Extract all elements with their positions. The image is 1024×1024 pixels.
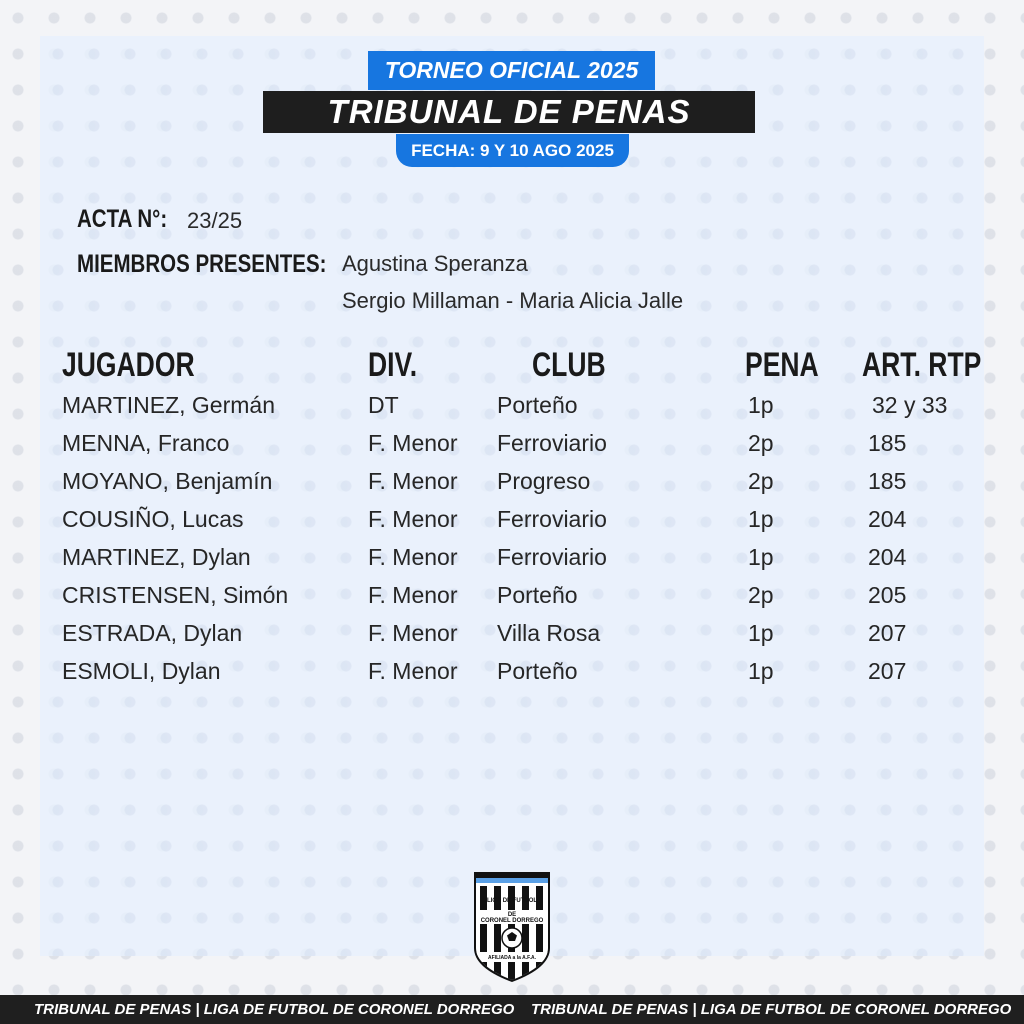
cell-div: F. Menor — [368, 582, 458, 608]
miembros-line-2: Sergio Millaman - Maria Alicia Jalle — [342, 288, 684, 313]
cell-art: 205 — [868, 582, 907, 608]
cell-pena: 1p — [748, 620, 774, 646]
header-div: DIV. — [368, 346, 418, 384]
cell-club: Progreso — [497, 468, 591, 494]
cell-pena: 2p — [748, 582, 774, 608]
header-pena: PENA — [745, 346, 819, 384]
cell-jugador: ESMOLI, Dylan — [62, 658, 221, 684]
cell-div: F. Menor — [368, 506, 458, 532]
logo-text-2: DE — [507, 912, 517, 918]
header-club: CLUB — [532, 346, 606, 384]
table-row — [0, 616, 1024, 654]
cell-jugador: ESTRADA, Dylan — [62, 620, 243, 646]
cell-div: F. Menor — [368, 658, 458, 684]
cell-club: Ferroviario — [497, 506, 607, 532]
cell-jugador: MOYANO, Benjamín — [62, 468, 273, 494]
cell-club: Porteño — [497, 582, 578, 608]
cell-pena: 1p — [748, 658, 774, 684]
table-row — [0, 426, 1024, 464]
cell-jugador: COUSIÑO, Lucas — [62, 506, 244, 532]
table-row — [0, 502, 1024, 540]
footer-text-left: TRIBUNAL DE PENAS | LIGA DE FUTBOL DE CORONEL DORREGO — [34, 1001, 515, 1018]
cell-jugador: MARTINEZ, Germán — [62, 392, 275, 418]
cell-pena: 2p — [748, 430, 774, 456]
cell-art: 204 — [868, 506, 907, 532]
cell-jugador: CRISTENSEN, Simón — [62, 582, 289, 608]
table-row — [0, 578, 1024, 616]
footer-bar — [0, 995, 1024, 1024]
table-row — [0, 540, 1024, 578]
cell-div: F. Menor — [368, 620, 458, 646]
miembros-line-1: Agustina Speranza — [342, 251, 528, 276]
torneo-banner: TORNEO OFICIAL 2025 — [368, 51, 655, 90]
cell-art: 32 y 33 — [872, 392, 948, 418]
logo-text-4: AFILIADA a la A.F.A. — [488, 955, 536, 961]
table-row — [0, 654, 1024, 692]
liga-shield-logo — [472, 870, 552, 982]
cell-div: DT — [368, 392, 399, 418]
header-art-rtp: ART. RTP — [862, 346, 982, 384]
cell-pena: 1p — [748, 392, 774, 418]
cell-club: Villa Rosa — [497, 620, 601, 646]
cell-art: 185 — [868, 468, 907, 494]
cell-pena: 1p — [748, 506, 774, 532]
tribunal-title: TRIBUNAL DE PENAS — [263, 91, 755, 133]
header-jugador: JUGADOR — [62, 346, 195, 384]
cell-art: 185 — [868, 430, 907, 456]
table-row — [0, 388, 1024, 426]
footer-text-right: TRIBUNAL DE PENAS | LIGA DE FUTBOL DE CORONEL DORREGO — [531, 1001, 1012, 1018]
acta-label: ACTA N°: — [77, 205, 168, 233]
cell-club: Ferroviario — [497, 544, 607, 570]
cell-art: 207 — [868, 658, 907, 684]
logo-text-3: CORONEL DORREGO — [480, 918, 544, 924]
cell-div: F. Menor — [368, 544, 458, 570]
logo-text-1: LIGA DE FUTBOL — [486, 898, 538, 904]
cell-div: F. Menor — [368, 430, 458, 456]
acta-value: 23/25 — [187, 208, 243, 233]
cell-art: 207 — [868, 620, 907, 646]
cell-pena: 1p — [748, 544, 774, 570]
fecha-badge: FECHA: 9 Y 10 AGO 2025 — [396, 134, 629, 167]
cell-pena: 2p — [748, 468, 774, 494]
cell-jugador: MARTINEZ, Dylan — [62, 544, 251, 570]
cell-div: F. Menor — [368, 468, 458, 494]
cell-club: Porteño — [497, 658, 578, 684]
cell-club: Ferroviario — [497, 430, 607, 456]
sanctions-table — [0, 388, 1024, 692]
miembros-label: MIEMBROS PRESENTES: — [77, 250, 327, 278]
table-row — [0, 464, 1024, 502]
cell-jugador: MENNA, Franco — [62, 430, 230, 456]
cell-art: 204 — [868, 544, 907, 570]
cell-club: Porteño — [497, 392, 578, 418]
